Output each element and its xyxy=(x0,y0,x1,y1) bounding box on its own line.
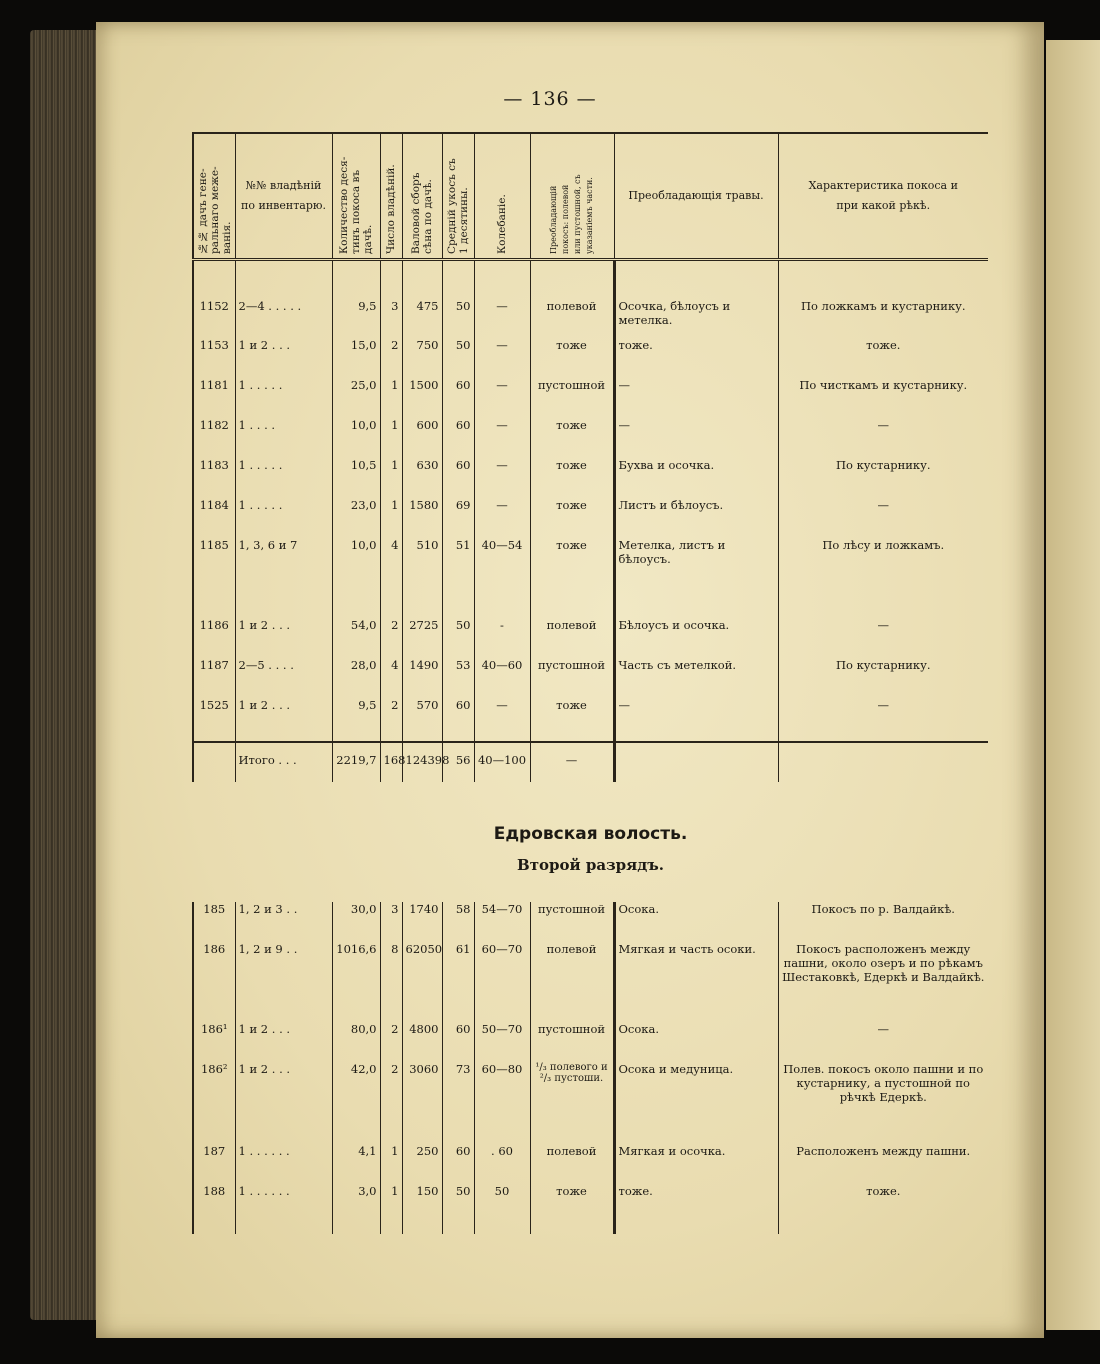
cell-fluct: 40—60 xyxy=(474,658,530,698)
total-row xyxy=(193,742,988,782)
cell-grasses: тоже. xyxy=(614,338,778,378)
cell-gross: 150 xyxy=(402,1184,442,1234)
section-heading-block xyxy=(193,782,988,902)
cell-fluct: 50 xyxy=(474,1184,530,1234)
cell-fluct: 40—100 xyxy=(474,742,530,782)
cell-ownership: 2—4 . . . . . xyxy=(235,260,332,338)
cell-grasses: тоже. xyxy=(614,1184,778,1234)
cell-grasses: Осока и медуница. xyxy=(614,1062,778,1144)
cell-type: тоже xyxy=(530,498,614,538)
cell-ownership: 1 . . . . . . xyxy=(235,1144,332,1184)
cell-desyatinas: 10,0 xyxy=(332,538,380,618)
cell-ownership: 1 и 2 . . . xyxy=(235,1062,332,1144)
header-dacha-number: №№ дачъ гене- ральнаго меже- ванія. xyxy=(193,133,235,260)
cell-dacha: 188 xyxy=(193,1184,235,1234)
cell-avg: 60 xyxy=(442,1022,474,1062)
cell-character: Полев. покосъ около пашни и по кустарнику, а пустошной по рѣчкѣ Едеркѣ. xyxy=(778,1062,988,1144)
cell-gross: 62050 xyxy=(402,942,442,1022)
cell-gross: 1580 xyxy=(402,498,442,538)
cell-fluct: — xyxy=(474,378,530,418)
cell-grasses: Бухва и осочка. xyxy=(614,458,778,498)
cell-type: тоже xyxy=(530,698,614,742)
cell-owners: 2 xyxy=(380,338,402,378)
cell-avg: 56 xyxy=(442,742,474,782)
cell-ownership: 1, 2 и 9 . . xyxy=(235,942,332,1022)
cell-fluct: — xyxy=(474,458,530,498)
cell-grasses: Мягкая и осочка. xyxy=(614,1144,778,1184)
cell-character: По кустарнику. xyxy=(778,658,988,698)
cell-owners: 4 xyxy=(380,658,402,698)
cell-grasses: Бѣлоусъ и осочка. xyxy=(614,618,778,658)
cell-avg: 60 xyxy=(442,1144,474,1184)
table-header-row xyxy=(193,133,988,260)
table-total xyxy=(193,742,988,782)
book-spine-edge xyxy=(30,30,100,1320)
cell-dacha: 186¹ xyxy=(193,1022,235,1062)
table-row xyxy=(193,418,988,458)
header-meadow-type: Преобладающій покосъ: полевой или пустошной, съ указаніемъ части. xyxy=(530,133,614,260)
cell-desyatinas: 23,0 xyxy=(332,498,380,538)
cell-desyatinas: 15,0 xyxy=(332,338,380,378)
header-gross-hay: Валовой сборъ сѣна по дачѣ. xyxy=(402,133,442,260)
cell-dacha: 186² xyxy=(193,1062,235,1144)
table-row xyxy=(193,378,988,418)
cell-character: По чисткамъ и кустарнику. xyxy=(778,378,988,418)
table-row xyxy=(193,902,988,942)
cell-type: ¹/₃ полевого и ²/₃ пустоши. xyxy=(530,1062,614,1144)
cell-type: полевой xyxy=(530,260,614,338)
cell-ownership: 2—5 . . . . xyxy=(235,658,332,698)
cell-desyatinas: 25,0 xyxy=(332,378,380,418)
cell-type: пустошной xyxy=(530,1022,614,1062)
cell-owners: 1 xyxy=(380,498,402,538)
cell-ownership: 1, 2 и 3 . . xyxy=(235,902,332,942)
cell-gross: 1500 xyxy=(402,378,442,418)
cell-type: тоже xyxy=(530,338,614,378)
cell-gross: 250 xyxy=(402,1144,442,1184)
cell-owners: 3 xyxy=(380,902,402,942)
cell-owners: 168 xyxy=(380,742,402,782)
cell-desyatinas: 30,0 xyxy=(332,902,380,942)
cell-ownership: 1 . . . . . xyxy=(235,458,332,498)
cell-gross: 475 xyxy=(402,260,442,338)
cell-dacha: 1183 xyxy=(193,458,235,498)
cell-type: полевой xyxy=(530,942,614,1022)
cell-ownership: 1, 3, 6 и 7 xyxy=(235,538,332,618)
cell-owners: 4 xyxy=(380,538,402,618)
cell-desyatinas: 9,5 xyxy=(332,698,380,742)
cell-fluct: - xyxy=(474,618,530,658)
cell-character: — xyxy=(778,498,988,538)
cell-owners: 2 xyxy=(380,698,402,742)
cell-type: пустошной xyxy=(530,902,614,942)
cell-desyatinas: 28,0 xyxy=(332,658,380,698)
cell-ownership: 1 и 2 . . . xyxy=(235,618,332,658)
cell-character: — xyxy=(778,418,988,458)
page-number: — 136 — xyxy=(503,88,597,110)
cell-ownership: 1 и 2 . . . xyxy=(235,338,332,378)
header-ownership-number: №№ владѣній по инвентарю. xyxy=(235,133,332,260)
cell-desyatinas: 10,0 xyxy=(332,418,380,458)
table-row xyxy=(193,1184,988,1234)
cell-desyatinas: 10,5 xyxy=(332,458,380,498)
cell-avg: 60 xyxy=(442,378,474,418)
cell-fluct: 60—70 xyxy=(474,942,530,1022)
cell-avg: 60 xyxy=(442,458,474,498)
cell-gross: 750 xyxy=(402,338,442,378)
cell-character: тоже. xyxy=(778,1184,988,1234)
cell-dacha xyxy=(193,742,235,782)
cell-gross: 1740 xyxy=(402,902,442,942)
cell-type: пустошной xyxy=(530,658,614,698)
cell-gross: 2725 xyxy=(402,618,442,658)
cell-fluct: 40—54 xyxy=(474,538,530,618)
header-ownership-count: Число владѣній. xyxy=(380,133,402,260)
cell-desyatinas: 42,0 xyxy=(332,1062,380,1144)
cell-owners: 1 xyxy=(380,418,402,458)
cell-ownership: 1 . . . . xyxy=(235,418,332,458)
cell-owners: 2 xyxy=(380,1022,402,1062)
table-row xyxy=(193,338,988,378)
cell-gross: 4800 xyxy=(402,1022,442,1062)
cell-avg: 58 xyxy=(442,902,474,942)
cell-dacha: 1152 xyxy=(193,260,235,338)
cell-fluct: 54—70 xyxy=(474,902,530,942)
cell-avg: 50 xyxy=(442,1184,474,1234)
cell-avg: 69 xyxy=(442,498,474,538)
table-row xyxy=(193,698,988,742)
cell-character: тоже. xyxy=(778,338,988,378)
cell-avg: 50 xyxy=(442,260,474,338)
cell-type: пустошной xyxy=(530,378,614,418)
cell-grasses: Метелка, листъ и бѣлоусъ. xyxy=(614,538,778,618)
cell-avg: 60 xyxy=(442,418,474,458)
cell-owners: 1 xyxy=(380,378,402,418)
cell-character: Расположенъ между пашни. xyxy=(778,1144,988,1184)
table-row xyxy=(193,1022,988,1062)
cell-ownership: Итого . . . xyxy=(235,742,332,782)
cell-desyatinas: 1016,6 xyxy=(332,942,380,1022)
cell-grasses: Листъ и бѣлоусъ. xyxy=(614,498,778,538)
cell-avg: 53 xyxy=(442,658,474,698)
header-fluctuation: Колебаніе. xyxy=(474,133,530,260)
section-title: Едровская волость. xyxy=(493,823,688,844)
cell-character: По кустарнику. xyxy=(778,458,988,498)
cell-fluct: 60—80 xyxy=(474,1062,530,1144)
table-row xyxy=(193,1062,988,1144)
cell-avg: 73 xyxy=(442,1062,474,1144)
cell-desyatinas: 54,0 xyxy=(332,618,380,658)
cell-dacha: 1153 xyxy=(193,338,235,378)
cell-avg: 51 xyxy=(442,538,474,618)
cell-character: — xyxy=(778,698,988,742)
header-characteristic: Характеристика покоса и при какой рѣкѣ. xyxy=(778,133,988,260)
cell-character xyxy=(778,742,988,782)
cell-type: тоже xyxy=(530,1184,614,1234)
header-desyatina-count: Количество деся- тинъ покоса въ дачѣ. xyxy=(332,133,380,260)
cell-type: тоже xyxy=(530,538,614,618)
cell-gross: 510 xyxy=(402,538,442,618)
cell-avg: 50 xyxy=(442,618,474,658)
cell-character: Покосъ расположенъ между пашни, около озеръ и по рѣкамъ Шестаковкѣ, Едеркѣ и Валдайкѣ. xyxy=(778,942,988,1022)
cell-grasses: Осока. xyxy=(614,1022,778,1062)
cell-avg: 50 xyxy=(442,338,474,378)
table-row xyxy=(193,260,988,338)
table-row xyxy=(193,538,988,618)
cell-fluct: — xyxy=(474,418,530,458)
cell-grasses: — xyxy=(614,418,778,458)
cell-character: Покосъ по р. Валдайкѣ. xyxy=(778,902,988,942)
cell-desyatinas: 2219,7 xyxy=(332,742,380,782)
cell-character: — xyxy=(778,618,988,658)
cell-avg: 61 xyxy=(442,942,474,1022)
cell-desyatinas: 9,5 xyxy=(332,260,380,338)
cell-desyatinas: 80,0 xyxy=(332,1022,380,1062)
cell-fluct: . 60 xyxy=(474,1144,530,1184)
cell-dacha: 187 xyxy=(193,1144,235,1184)
table-row xyxy=(193,1144,988,1184)
cell-owners: 1 xyxy=(380,458,402,498)
table-row xyxy=(193,458,988,498)
table-body-part-2 xyxy=(193,902,988,1234)
table-row xyxy=(193,658,988,698)
cell-gross: 570 xyxy=(402,698,442,742)
cell-avg: 60 xyxy=(442,698,474,742)
cell-dacha: 1187 xyxy=(193,658,235,698)
cell-owners: 3 xyxy=(380,260,402,338)
cell-type: полевой xyxy=(530,618,614,658)
cell-desyatinas: 3,0 xyxy=(332,1184,380,1234)
header-average-yield: Средній укосъ съ 1 десятины. xyxy=(442,133,474,260)
cell-dacha: 185 xyxy=(193,902,235,942)
cell-grasses: Осока. xyxy=(614,902,778,942)
cell-fluct: — xyxy=(474,260,530,338)
cell-gross: 600 xyxy=(402,418,442,458)
table-row xyxy=(193,942,988,1022)
facing-page-edge xyxy=(1046,40,1100,1330)
cell-type: тоже xyxy=(530,458,614,498)
cell-gross: 3060 xyxy=(402,1062,442,1144)
cell-owners: 1 xyxy=(380,1184,402,1234)
cell-gross: 124398 xyxy=(402,742,442,782)
cell-grasses: Мягкая и часть осоки. xyxy=(614,942,778,1022)
cell-dacha: 1181 xyxy=(193,378,235,418)
table-body-part-1 xyxy=(193,260,988,742)
cell-gross: 630 xyxy=(402,458,442,498)
cell-owners: 2 xyxy=(380,618,402,658)
cell-fluct: — xyxy=(474,498,530,538)
cell-grasses xyxy=(614,742,778,782)
cell-owners: 1 xyxy=(380,1144,402,1184)
cell-ownership: 1 . . . . . . xyxy=(235,1184,332,1234)
cell-owners: 2 xyxy=(380,1062,402,1144)
cell-owners: 8 xyxy=(380,942,402,1022)
cell-dacha: 186 xyxy=(193,942,235,1022)
cell-type: — xyxy=(530,742,614,782)
cell-character: По ложкамъ и кустарнику. xyxy=(778,260,988,338)
cell-dacha: 1182 xyxy=(193,418,235,458)
cell-type: полевой xyxy=(530,1144,614,1184)
cell-dacha: 1184 xyxy=(193,498,235,538)
cell-character: По лѣсу и ложкамъ. xyxy=(778,538,988,618)
cell-dacha: 1525 xyxy=(193,698,235,742)
hay-yield-table xyxy=(192,132,988,1234)
cell-character: — xyxy=(778,1022,988,1062)
cell-grasses: Часть съ метелкой. xyxy=(614,658,778,698)
cell-type: тоже xyxy=(530,418,614,458)
cell-dacha: 1185 xyxy=(193,538,235,618)
cell-desyatinas: 4,1 xyxy=(332,1144,380,1184)
cell-fluct: 50—70 xyxy=(474,1022,530,1062)
cell-gross: 1490 xyxy=(402,658,442,698)
cell-ownership: 1 и 2 . . . xyxy=(235,1022,332,1062)
section-subtitle: Второй разрядъ. xyxy=(517,855,664,874)
cell-grasses: — xyxy=(614,378,778,418)
table-row xyxy=(193,618,988,658)
cell-ownership: 1 и 2 . . . xyxy=(235,698,332,742)
cell-grasses: — xyxy=(614,698,778,742)
cell-ownership: 1 . . . . . xyxy=(235,498,332,538)
cell-ownership: 1 . . . . . xyxy=(235,378,332,418)
cell-fluct: — xyxy=(474,338,530,378)
cell-grasses: Осочка, бѣлоусъ и метелка. xyxy=(614,260,778,338)
table-row xyxy=(193,498,988,538)
cell-dacha: 1186 xyxy=(193,618,235,658)
cell-fluct: — xyxy=(474,698,530,742)
header-grasses: Преобладающія травы. xyxy=(614,133,778,260)
